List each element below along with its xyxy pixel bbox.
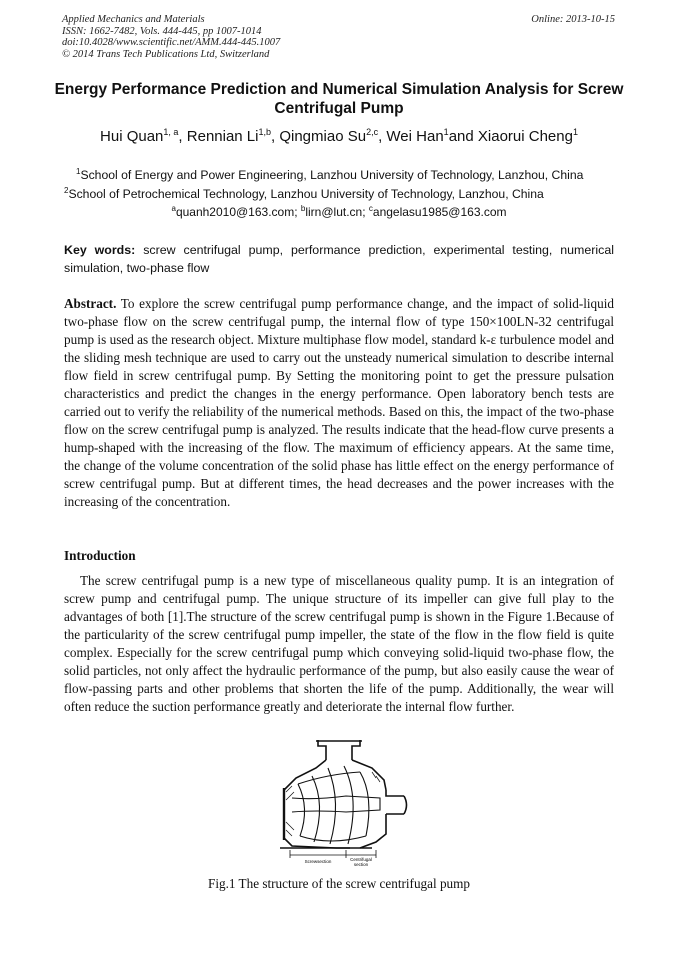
email-c: angelasu1985@163.com	[372, 205, 507, 219]
affiliation-text: School of Energy and Power Engineering, Lanzhou University of Technology, Lanzhou, China	[80, 168, 584, 183]
introduction-paragraph: The screw centrifugal pump is a new type of miscellaneous quality pump. It is an integration of screw pump and centrifugal pump. The unique structure of its impeller can give full play to the advantages of both [1].The structure of the screw centrifugal pump is shown in the Figure 1.Because of the particularity of the screw centrifugal pump impeller, the state of the flow in the flow field is quite complex. Especially for the screw centrifugal pump which conveying solid-liquid two-phase flow, the solid particles, not only affect the hydraulic performance of the pump, but also easily cause the wear of flow-passing parts and other problems that shorten the life of the pump. Additionally, the wear will often reduce the suction performance greatly and deteriorate the internal flow further.	[64, 573, 614, 714]
centrifugal-section-label-2: section	[353, 862, 369, 867]
author-separator: ,	[271, 128, 280, 145]
email-line	[0, 204, 678, 219]
figure-caption: Fig.1 The structure of the screw centrifugal pump	[208, 876, 470, 891]
keywords-text: screw centrifugal pump, performance prediction, experimental testing, numerical simulation, two-phase flow	[64, 243, 614, 275]
keywords	[64, 241, 614, 277]
email-sup: a	[171, 204, 176, 213]
author-name: Xiaorui Cheng	[477, 128, 573, 145]
email-b: lirn@lut.cn;	[305, 205, 369, 219]
keywords-label: Key words:	[64, 243, 136, 257]
author-sup: 1	[572, 127, 578, 137]
author-name: Qingmiao Su	[279, 128, 367, 145]
author-and: and	[448, 128, 478, 145]
author-sup: 1	[443, 127, 449, 137]
author-sup: 2,c	[366, 127, 379, 137]
affiliation-1	[76, 167, 583, 182]
doi-line: doi:10.4028/www.scientific.net/AMM.444-445.1007	[62, 37, 281, 48]
email-sup: c	[368, 204, 373, 213]
centrifugal-section-label-1: Centrifugal	[350, 857, 372, 862]
screw-section-label: Screwsection	[304, 859, 332, 864]
online-date: Online: 2013-10-15	[531, 14, 615, 25]
abstract-text: To explore the screw centrifugal pump performance change, and the impact of solid-liquid two-phase flow on the screw centrifugal pump, the internal flow of type 150×100LN-32 centrifugal pump is used as the research object. Mixture multiphase flow model, standard k-ε turbulence model and the sliding mesh technique are used to carry out the unsteady numerical simulation to describe internal flow field in screw centrifugal pump. By Setting the monitoring point to get the pressure pulsation characteristics and predict the changes in the energy performance. Open laboratory bench tests are carried out to verify the reliability of the numerical methods. Based on this, the impact of the two-phase flow on the screw centrifugal pump is analyzed. The results indicate that the head-flow curve presents a hump-shaped with the increasing of the flow. The maximum of efficiency appears. At the same time, the change of the volume concentration of the solid phase has little effect on the energy performance of screw centrifugal pump. But at different times, the head decreases and the power increases with the increasing of the concentration.	[64, 296, 615, 509]
author-separator: ,	[178, 128, 187, 145]
author-name: Hui Quan	[100, 128, 164, 145]
author-list	[30, 127, 648, 145]
journal-header	[62, 14, 280, 60]
affiliation-sup: 1	[76, 167, 81, 176]
author-sup: 1,b	[258, 127, 271, 137]
affiliation-2	[64, 186, 544, 201]
abstract	[64, 295, 614, 511]
affiliation-sup: 2	[64, 186, 69, 195]
abstract-label: Abstract.	[64, 296, 117, 311]
paper-title: Energy Performance Prediction and Numerical Simulation Analysis for Screw Centrifugal Pump	[54, 81, 624, 117]
email-sup: b	[300, 204, 306, 213]
author-name: Rennian Li	[186, 128, 259, 145]
pump-structure-figure	[276, 738, 416, 868]
email-a: quanh2010@163.com;	[175, 205, 301, 219]
author-sup: 1, a	[163, 127, 179, 137]
copyright-line: © 2014 Trans Tech Publications Ltd, Switzerland	[62, 48, 270, 60]
journal-name: Applied Mechanics and Materials	[62, 14, 205, 25]
issn-line: ISSN: 1662-7482, Vols. 444-445, pp 1007-1014	[62, 25, 262, 37]
author-name: Wei Han	[386, 128, 444, 145]
section-heading-introduction: Introduction	[64, 548, 136, 563]
affiliation-text: School of Petrochemical Technology, Lanzhou University of Technology, Lanzhou, China	[68, 187, 544, 202]
author-separator: ,	[378, 128, 387, 145]
